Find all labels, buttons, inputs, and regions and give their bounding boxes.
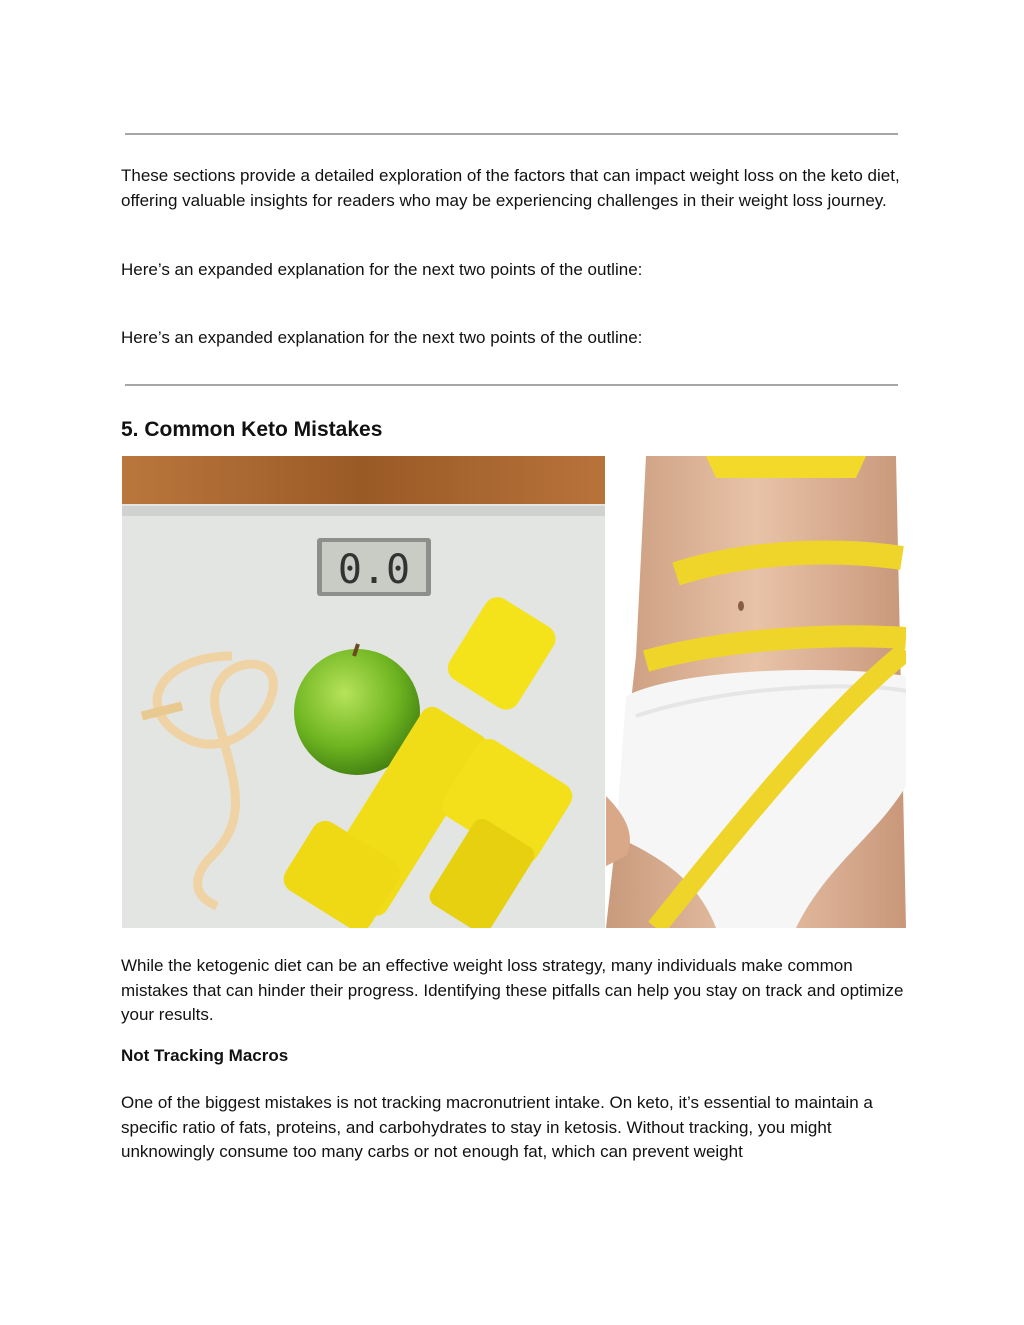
- scale-display-readout: 0.0: [337, 547, 411, 593]
- section-divider: [125, 384, 898, 386]
- intro-paragraph-2: Here’s an expanded explanation for the next two points of the outline:: [121, 260, 643, 279]
- intro-paragraph-1: These sections provide a detailed exploration of the factors that can impact weight loss on the keto diet, offering valuable insights for readers who may be experiencing challenges in their weight loss journey.: [121, 166, 900, 210]
- intro-paragraph-3: Here’s an expanded explanation for the next two points of the outline:: [121, 328, 643, 347]
- scale-apple-dumbbells-tape-photo: [122, 456, 605, 928]
- waist-measuring-tape-photo: [606, 456, 906, 928]
- section-paragraph: While the ketogenic diet can be an effective weight loss strategy, many individuals make common mistakes that can hinder their progress. Identifying these pitfalls can help you stay on track and optimize your results.: [121, 956, 904, 1024]
- top-divider: [125, 133, 898, 135]
- section-heading: 5. Common Keto Mistakes: [121, 418, 383, 441]
- subheading-not-tracking-macros: Not Tracking Macros: [121, 1046, 289, 1065]
- subsection-paragraph: One of the biggest mistakes is not tracking macronutrient intake. On keto, it’s essential to maintain a specific ratio of fats, proteins, and carbohydrates to stay in ketosis. Without tracking, you might unknowingly consume too many carbs or not enough fat, which can prevent weight: [121, 1093, 873, 1161]
